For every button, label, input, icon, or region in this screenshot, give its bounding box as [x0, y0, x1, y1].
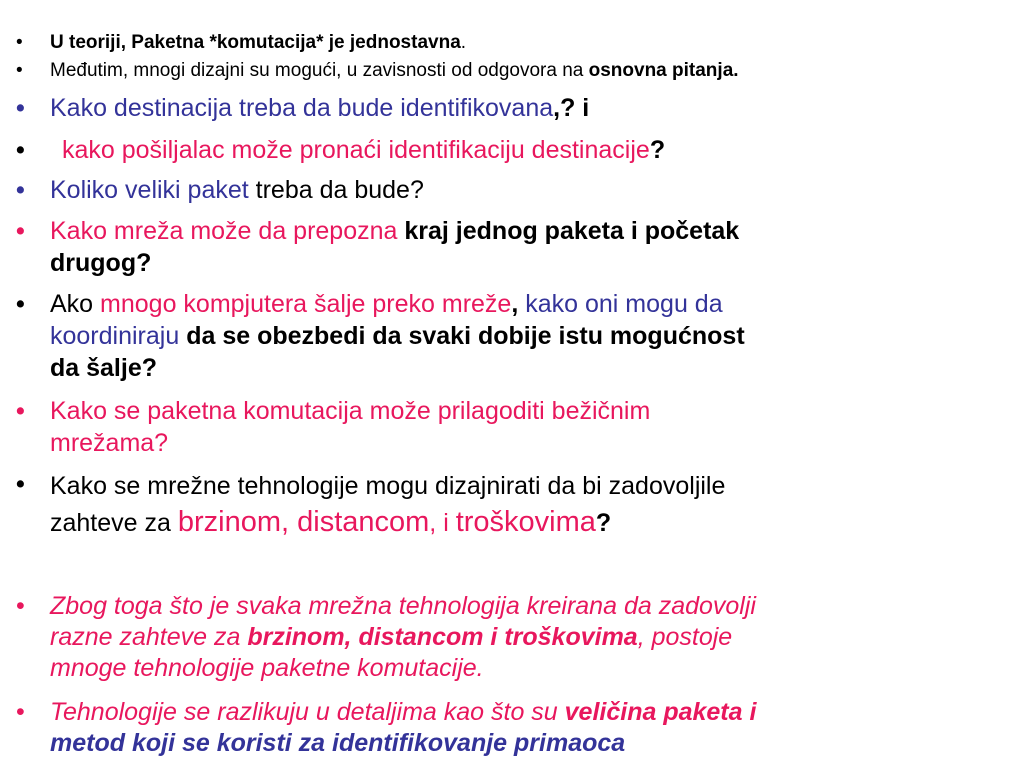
- bullet-text: Ako mnogo kompjutera šalje preko mreže, kako oni mogu da koordiniraju da se obezbedi da svaki dobije istu mogućnost da šalje?: [50, 290, 745, 382]
- bullet-marker: •: [16, 136, 25, 164]
- bullet-text: Koliko veliki paket treba da bude?: [50, 176, 424, 204]
- bullet-marker: •: [16, 397, 25, 425]
- bullet-text: Kako se paketna komutacija može prilagoditi bežičnim mrežama?: [50, 397, 651, 457]
- bullet-text: kako pošiljalac može pronaći identifikaciju destinacije?: [62, 136, 666, 164]
- bullet-marker: •: [16, 698, 25, 726]
- bullet-marker: •: [16, 470, 25, 498]
- bullet-text: Kako se mrežne tehnologije mogu dizajnirati da bi zadovoljile zahteve za brzinom, distancom, i troškovima?: [50, 472, 726, 538]
- bullet-text: Tehnologije se razlikuju u detaljima kao što su veličina paketa i metod koji se koristi za identifikovanje primaoca: [50, 698, 757, 757]
- bullet-marker: •: [16, 290, 25, 318]
- bullet-marker: •: [16, 176, 25, 204]
- bullet-marker: •: [16, 60, 23, 81]
- bullet-text: Zbog toga što je svaka mrežna tehnologija kreirana da zadovolji razne zahteve za brzinom, distancom i troškovima, postoje mnoge tehnologije paketne komutacije.: [50, 592, 756, 682]
- bullet-marker: •: [16, 217, 25, 245]
- bullet-marker: •: [16, 94, 25, 122]
- bullet-marker: •: [16, 592, 25, 620]
- bullet-text: Kako destinacija treba da bude identifikovana,? i: [50, 94, 590, 122]
- bullet-text: Kako mreža može da prepozna kraj jednog paketa i početak drugog?: [50, 217, 740, 277]
- bullet-marker: •: [16, 32, 23, 53]
- bullet-text: U teoriji, Paketna *komutacija* je jednostavna.: [50, 32, 467, 53]
- bullet-text: Međutim, mnogi dizajni su mogući, u zavisnosti od odgovora na osnovna pitanja.: [50, 60, 739, 81]
